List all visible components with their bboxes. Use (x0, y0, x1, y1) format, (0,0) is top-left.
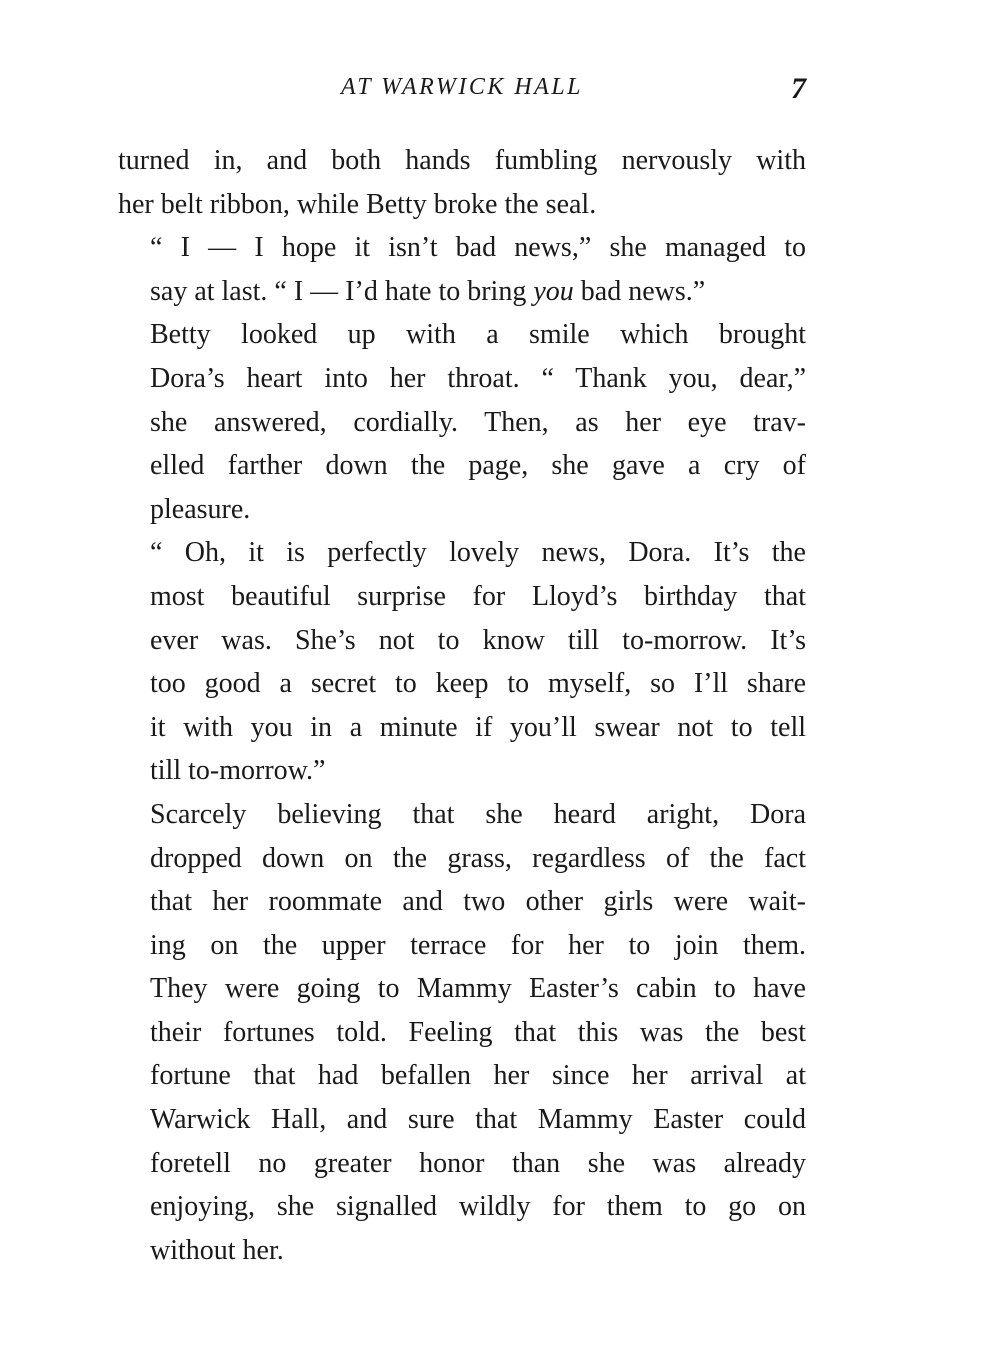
text-line: foretell no greater honor than she was already (150, 1147, 806, 1179)
running-head (118, 74, 806, 110)
text-line: till to-morrow.” (150, 755, 326, 787)
text-line: Scarcely believing that she heard aright, Dora (150, 798, 806, 830)
text-line: pleasure. (150, 493, 251, 525)
text-line: it with you in a minute if you’ll swear not to tell (150, 711, 806, 743)
text-line: dropped down on the grass, regardless of the fact (150, 842, 806, 874)
text-line: ever was. She’s not to know till to-morrow. It’s (150, 624, 806, 656)
text-line (118, 270, 806, 314)
text-line: her belt ribbon, while Betty broke the seal. (118, 188, 597, 220)
text-line: Warwick Hall, and sure that Mammy Easter could (150, 1104, 806, 1136)
text-line: too good a secret to keep to myself, so I’ll share (150, 668, 806, 700)
text-line: enjoying, she signalled wildly for them to go on (150, 1191, 806, 1223)
page-number: 7 (791, 72, 806, 105)
text-line: ing on the upper terrace for her to join them. (150, 929, 806, 961)
text-line: They were going to Mammy Easter’s cabin to have (150, 973, 806, 1005)
text-span: say at last. “ I — I’d hate to bring (150, 275, 527, 307)
text-line: she answered, cordially. Then, as her eye trav- (150, 406, 806, 438)
text-line: “ Oh, it is perfectly lovely news, Dora. It’s the (150, 537, 806, 569)
text-line: without her. (150, 1234, 284, 1266)
text-span: bad news.” (580, 275, 706, 307)
running-title: AT WARWICK HALL (340, 74, 584, 100)
body-text (118, 139, 806, 1272)
text-line: elled farther down the page, she gave a cry of (150, 450, 806, 482)
text-line: Betty looked up with a smile which brought (150, 319, 806, 351)
paragraph (118, 531, 806, 793)
text-line: that her roommate and two other girls were wait- (150, 886, 806, 918)
paragraph (118, 313, 806, 531)
text-line: “ I — I hope it isn’t bad news,” she managed to (150, 232, 806, 264)
text-line: fortune that had befallen her since her arrival at (150, 1060, 806, 1092)
text-line: turned in, and both hands fumbling nervously with (118, 145, 806, 176)
text-line: most beautiful surprise for Lloyd’s birthday that (150, 580, 806, 612)
text-line: Dora’s heart into her throat. “ Thank you, dear,” (150, 362, 806, 394)
emphasis-text: you (533, 275, 574, 307)
paragraph (118, 226, 806, 313)
text-line: their fortunes told. Feeling that this was the best (150, 1016, 806, 1048)
paragraph (118, 139, 806, 226)
paragraph (118, 793, 806, 1273)
